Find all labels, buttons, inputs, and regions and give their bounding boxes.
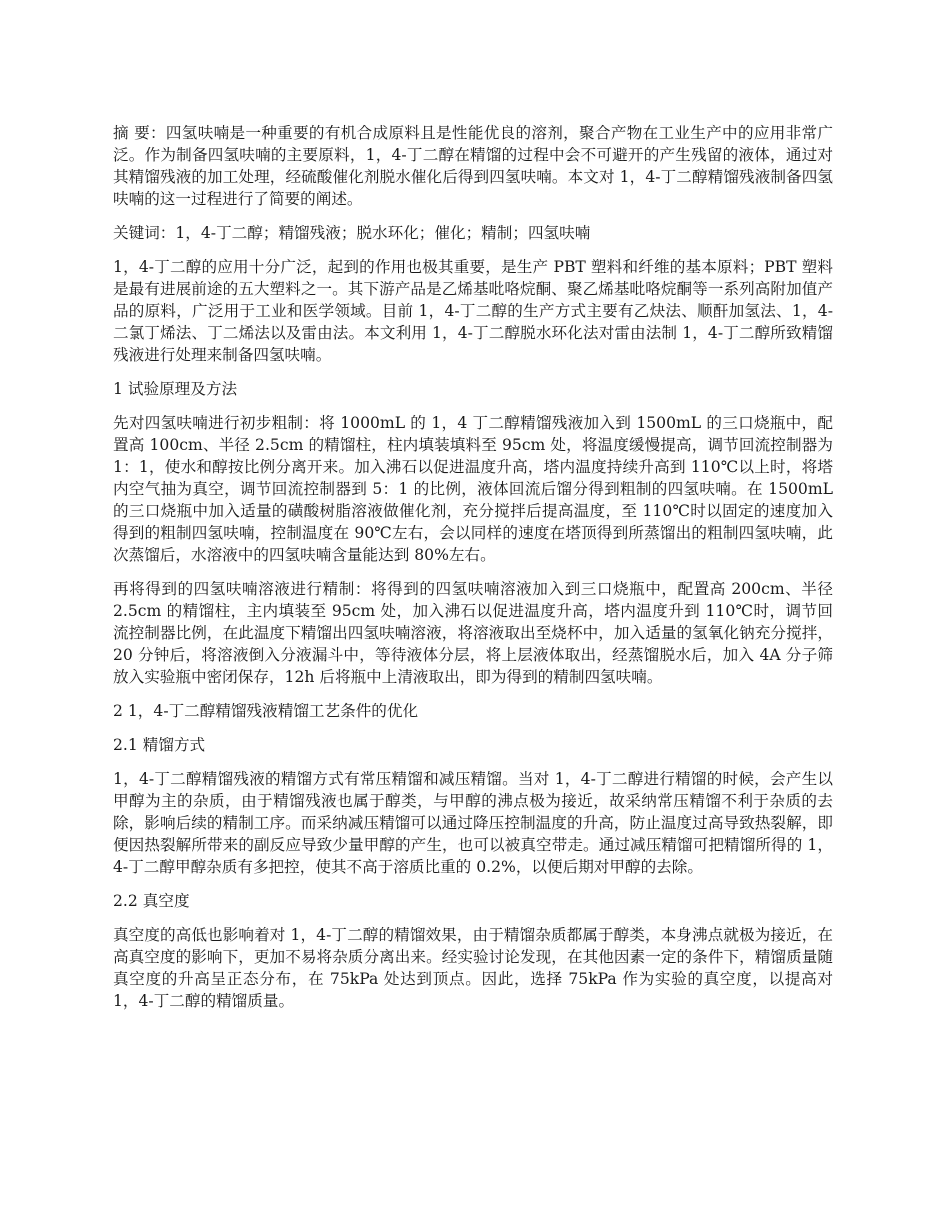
section-1-paragraph-1: 先对四氢呋喃进行初步粗制：将 1000mL 的 1，4 丁二醇精馏残液加入到 1500mL 的三口烧瓶中，配置高 100cm、半径 2.5cm 的精馏柱，柱内填装填料至 95cm 处，将温度缓慢提高，调节回流控制器为 1：1，使水和醇按比例分离开来。加入沸石以促进温度升高，塔内温度持续升高到 110℃以上时，将塔内空气抽为真空，调节回流控制器到 5：1 的比例，液体回流后馏分得到粗制的四氢呋喃。在 1500mL 的三口烧瓶中加入适量的磺酸树脂溶液做催化剂，充分搅拌后提高温度，至 110℃时以固定的速度加入得到的粗制四氢呋喃，控制温度在 90℃左右，会以同样的速度在塔顶得到所蒸馏出的粗制四氢呋喃，此次蒸馏后，水溶液中的四氢呋喃含量能达到 80%左右。: [113, 414, 833, 564]
document-body: [113, 122, 833, 1024]
section-2-heading: 2 1，4-丁二醇精馏残液精馏工艺条件的优化: [113, 702, 419, 720]
section-2-2-paragraph: 真空度的高低也影响着对 1，4-丁二醇的精馏效果，由于精馏杂质都属于醇类，本身沸点就极为接近，在高真空度的影响下，更加不易将杂质分离出来。经实验讨论发现，在其他因素一定的条件下，精馏质量随真空度的升高呈正态分布，在 75kPa 处达到顶点。因此，选择 75kPa 作为实验的真空度，以提高对 1，4-丁二醇的精馏质量。: [113, 926, 833, 1010]
section-2-1-heading: 2.1 精馏方式: [113, 736, 206, 754]
intro-paragraph: 1，4-丁二醇的应用十分广泛，起到的作用也极其重要，是生产 PBT 塑料和纤维的基本原料；PBT 塑料是最有进展前途的五大塑料之一。其下游产品是乙烯基吡咯烷酮、聚乙烯基吡咯烷酮等一系列高附加值产品的原料，广泛用于工业和医学领域。目前 1，4-丁二醇的生产方式主要有乙炔法、顺酐加氢法、1，4-二氯丁烯法、丁二烯法以及雷由法。本文利用 1，4-丁二醇脱水环化法对雷由法制 1，4-丁二醇所致精馏残液进行处理来制备四氢呋喃。: [113, 258, 833, 364]
section-1-paragraph-2: 再将得到的四氢呋喃溶液进行精制：将得到的四氢呋喃溶液加入到三口烧瓶中，配置高 200cm、半径 2.5cm 的精馏柱，主内填装至 95cm 处，加入沸石以促进温度升高，塔内温度升到 110℃时，调节回流控制器比例，在此温度下精馏出四氢呋喃溶液，将溶液取出至烧杯中，加入适量的氢氧化钠充分搅拌，20 分钟后，将溶液倒入分液漏斗中，等待液体分层，将上层液体取出，经蒸馏脱水后，加入 4A 分子筛放入实验瓶中密闭保存，12h 后将瓶中上清液取出，即为得到的精制四氢呋喃。: [113, 580, 833, 686]
section-2-2-heading: 2.2 真空度: [113, 892, 190, 910]
keywords-paragraph: 关键词：1，4-丁二醇；精馏残液；脱水环化；催化；精制；四氢呋喃: [113, 224, 591, 242]
abstract-paragraph: 摘 要：四氢呋喃是一种重要的有机合成原料且是性能优良的溶剂，聚合产物在工业生产中的应用非常广泛。作为制备四氢呋喃的主要原料，1，4-丁二醇在精馏的过程中会不可避开的产生残留的液体，通过对其精馏残液的加工处理，经硫酸催化剂脱水催化后得到四氢呋喃。本文对 1，4-丁二醇精馏残液制备四氢呋喃的这一过程进行了简要的阐述。: [113, 124, 833, 208]
section-1-heading: 1 试验原理及方法: [113, 380, 238, 398]
section-2-1-paragraph: 1，4-丁二醇精馏残液的精馏方式有常压精馏和减压精馏。当对 1，4-丁二醇进行精馏的时候，会产生以甲醇为主的杂质，由于精馏残液也属于醇类，与甲醇的沸点极为接近，故采纳常压精馏不利于杂质的去除，影响后续的精制工序。而采纳减压精馏可以通过降压控制温度的升高，防止温度过高导致热裂解，即便因热裂解所带来的副反应导致少量甲醇的产生，也可以被真空带走。通过减压精馏可把精馏所得的 1，4-丁二醇甲醇杂质有多把控，使其不高于溶质比重的 0.2%，以便后期对甲醇的去除。: [113, 770, 833, 876]
